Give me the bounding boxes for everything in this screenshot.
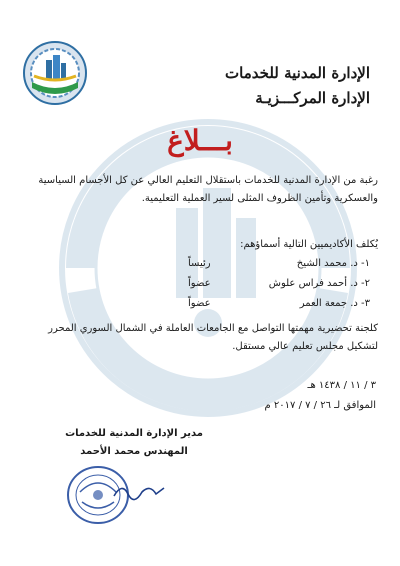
member-role: رئيساً — [188, 258, 211, 269]
gear-building-logo-icon — [22, 40, 88, 106]
member-row — [188, 258, 370, 274]
intro-paragraph: رغبة من الإدارة المدنية للخدمات باستقلال التعليم العالي عن كل الأجسام السياسية والعسكرية وتأمين الظروف المثلى لسير العملية التعليمية. — [38, 175, 378, 204]
signatory-title: مدير الإدارة المدنية للخدمات — [65, 428, 203, 439]
member-role: عضواً — [188, 298, 211, 309]
member-name: ٢- د. أحمد فراس علوش — [268, 278, 370, 289]
member-row — [188, 278, 370, 294]
document-title: بـــلاغ — [167, 124, 233, 157]
member-name: ٣- د. جمعة العمر — [299, 298, 370, 309]
assignment-line: يُكلف الأكاديميين التالية أسماؤهم: — [240, 239, 378, 250]
task-paragraph: كلجنة تحضيرية مهمتها التواصل مع الجامعات العاملة في الشمال السوري المحرر لتشكيل مجلس تعليم عالي مستقل. — [48, 323, 378, 352]
header-department: الإدارة المركـــزيـة — [255, 89, 370, 107]
gregorian-date: الموافق لـ ٢٦ / ٧ / ٢٠١٧ م — [264, 400, 376, 411]
member-row — [188, 298, 370, 314]
header-organization: الإدارة المدنية للخدمات — [225, 64, 370, 82]
handwritten-signature — [112, 480, 166, 504]
hijri-date: ٣ / ١١ / ١٤٣٨ هـ — [307, 380, 376, 391]
member-role: عضواً — [188, 278, 211, 289]
signatory-name: المهندس محمد الأحمد — [80, 446, 188, 457]
member-name: ١- د. محمد الشيخ — [296, 258, 370, 269]
